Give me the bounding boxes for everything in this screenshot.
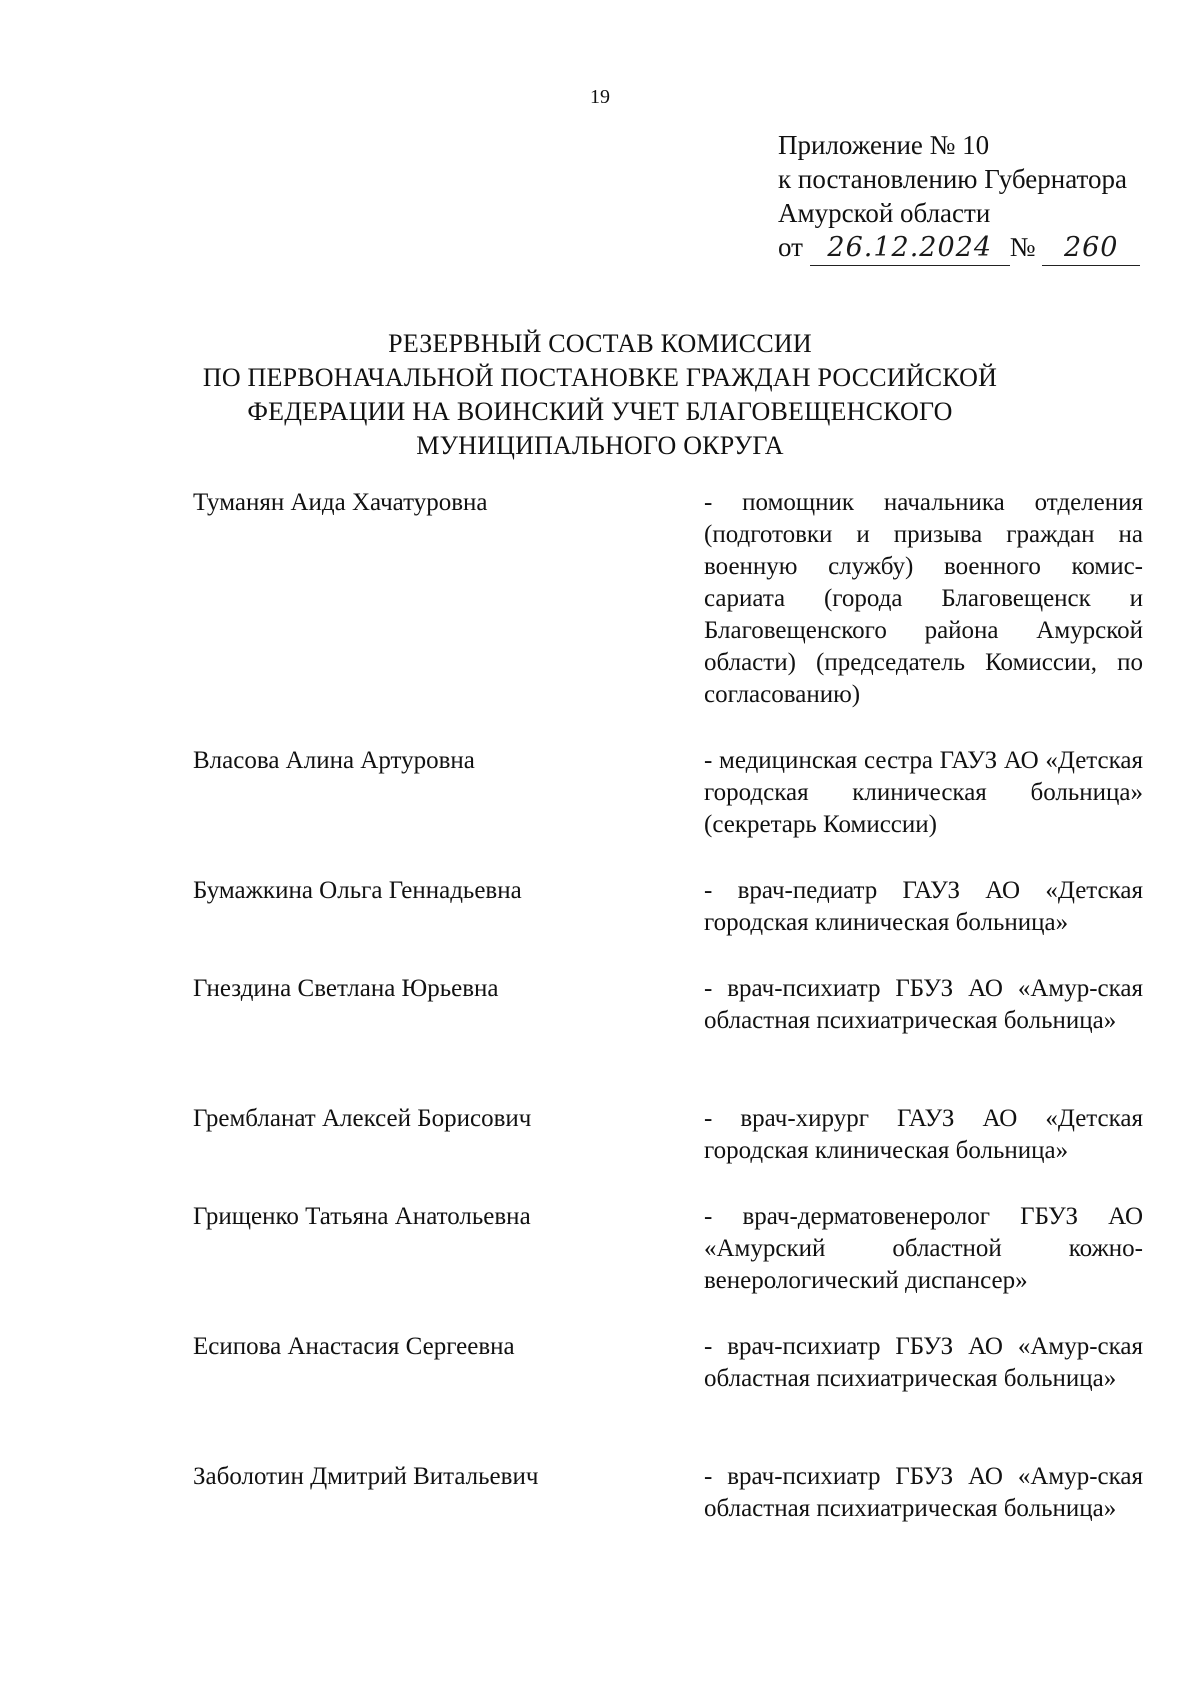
appendix-line-2: к постановлению Губернатора bbox=[778, 164, 1127, 194]
member-name: Гнездина Светлана Юрьевна bbox=[193, 975, 499, 1002]
appendix-block bbox=[778, 128, 1178, 266]
member-role: - медицинская сестра ГАУЗ АО «Детская городская клиническая больница» (секретарь Комиссии) bbox=[704, 747, 1143, 838]
member-row bbox=[193, 1331, 1143, 1461]
from-label: от bbox=[778, 232, 803, 262]
number-label: № bbox=[1009, 232, 1036, 262]
member-role: - помощник начальника отделения (подготовки и призыва граждан на военную службу) военного комис-сариата (города Благовещенск и Благовещенского района Амурской области) (председатель Комиссии, по согласованию) bbox=[704, 489, 1143, 708]
member-role: - врач-психиатр ГБУЗ АО «Амур-ская областная психиатрическая больница» bbox=[704, 1463, 1143, 1522]
appendix-date-line bbox=[778, 230, 1178, 266]
member-role: - врач-психиатр ГБУЗ АО «Амур-ская областная психиатрическая больница» bbox=[704, 975, 1143, 1034]
appendix-line-1: Приложение № 10 bbox=[778, 130, 990, 160]
title-line-4: МУНИЦИПАЛЬНОГО ОКРУГА bbox=[416, 431, 784, 460]
member-row bbox=[193, 1201, 1143, 1331]
appendix-line-3: Амурской области bbox=[778, 198, 991, 228]
member-name: Бумажкина Ольга Геннадьевна bbox=[193, 877, 522, 904]
member-row bbox=[193, 487, 1143, 745]
member-name: Грищенко Татьяна Анатольевна bbox=[193, 1203, 531, 1230]
handwritten-date: 26.12.2024 bbox=[810, 231, 1010, 266]
title-line-2: ПО ПЕРВОНАЧАЛЬНОЙ ПОСТАНОВКЕ ГРАЖДАН РОССИЙСКОЙ bbox=[202, 363, 998, 392]
member-row bbox=[193, 973, 1143, 1103]
member-row bbox=[193, 1461, 1143, 1561]
title-line-3: ФЕДЕРАЦИИ НА ВОИНСКИЙ УЧЕТ БЛАГОВЕЩЕНСКОГО bbox=[247, 397, 953, 426]
page-number: 19 bbox=[590, 86, 610, 108]
document-title bbox=[0, 327, 1200, 463]
members-list bbox=[193, 487, 1143, 1561]
member-name: Заболотин Дмитрий Витальевич bbox=[193, 1463, 539, 1490]
member-role: - врач-психиатр ГБУЗ АО «Амур-ская областная психиатрическая больница» bbox=[704, 1333, 1143, 1392]
handwritten-number: 260 bbox=[1042, 231, 1140, 266]
title-line-1: РЕЗЕРВНЫЙ СОСТАВ КОМИССИИ bbox=[388, 329, 812, 358]
member-row bbox=[193, 1103, 1143, 1201]
member-role: - врач-педиатр ГАУЗ АО «Детская городская клиническая больница» bbox=[704, 877, 1143, 936]
member-name: Власова Алина Артуровна bbox=[193, 747, 475, 774]
member-name: Грембланат Алексей Борисович bbox=[193, 1105, 532, 1132]
member-row bbox=[193, 745, 1143, 875]
member-role: - врач-дерматовенеролог ГБУЗ АО «Амурский областной кожно-венерологический диспансер» bbox=[704, 1203, 1143, 1294]
member-role: - врач-хирург ГАУЗ АО «Детская городская клиническая больница» bbox=[704, 1105, 1143, 1164]
member-row bbox=[193, 875, 1143, 973]
member-name: Есипова Анастасия Сергеевна bbox=[193, 1333, 515, 1360]
member-name: Туманян Аида Хачатуровна bbox=[193, 489, 488, 516]
